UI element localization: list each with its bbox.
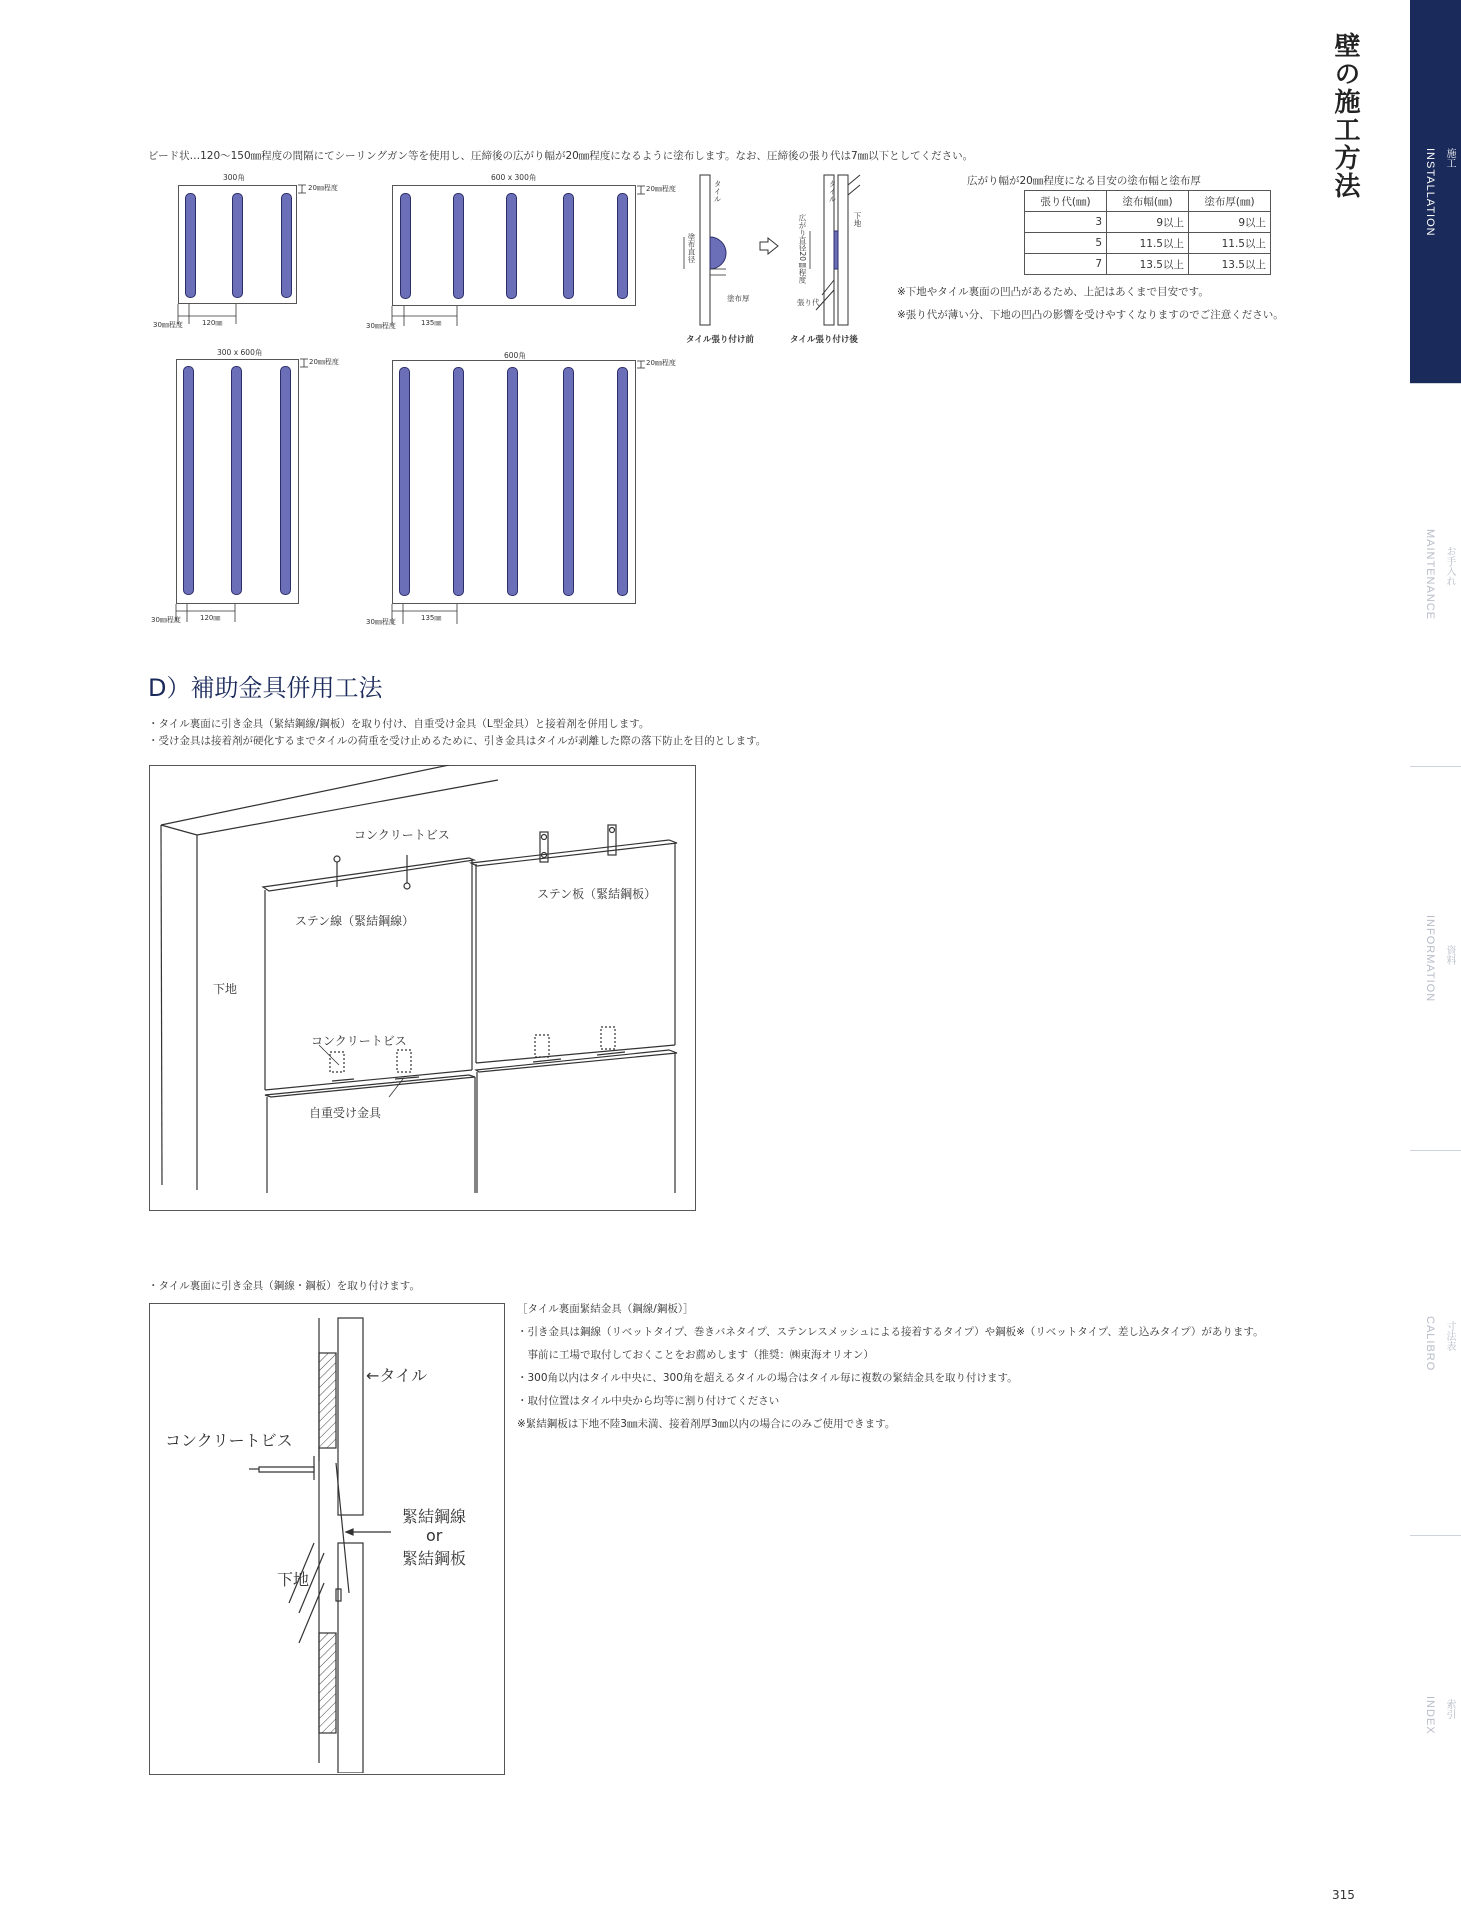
table-header-row [1025,191,1271,212]
d300x600-left: 30㎜程度 [151,616,181,624]
d300-top: 20㎜程度 [308,184,338,192]
d300-left: 30㎜程度 [153,321,183,329]
section-e-bullet: ・タイル裏面に引き金具（鋼線・鋼板）を取り付けます。 [148,1280,420,1292]
nav-label: CALIBRO [1424,1316,1436,1372]
note-2: ※張り代が薄い分、下地の凹凸の影響を受けやすくなりますのでご注意ください。 [897,309,1284,321]
nav-information[interactable] [1410,766,1461,1151]
cross-section-diagram [670,170,870,330]
label-after: タイル張り付け後 [790,335,858,345]
table-row [1025,212,1271,233]
spec-caption: 広がり幅が20㎜程度になる目安の塗布幅と塗布厚 [967,175,1201,187]
d600x300-top: 20㎜程度 [646,185,676,193]
nav-sub: 索引 [1444,1699,1455,1719]
section-e-text-title: ［タイル裏面緊結金具（鋼線/鋼板）］ [517,1303,694,1315]
label-before: タイル張り付け前 [686,335,754,345]
bead-intro: ビード状…120～150㎜程度の間隔にてシーリングガン等を使用し、圧締後の広がり幅が20㎜程度になるように塗布します。なお、圧締後の張り代は7㎜以下としてください。 [148,150,974,162]
table-cell: 9以上 [1189,212,1271,233]
spec-table [1024,190,1271,275]
section-d-bullet-1: ・タイル裏面に引き金具（緊結鋼線/鋼板）を取り付け、自重受け金具（L型金具）と接着剤を併用します。 [148,718,650,730]
section-e-line-5: ※緊結鋼板は下地不陸3㎜未満、接着剤厚3㎜以内の場合にのみご使用できます。 [517,1418,896,1430]
table-cell: 5 [1025,233,1107,254]
nav-label: INSTALLATION [1424,148,1436,237]
section-e-line-4: ・取付位置はタイル中央から均等に割り付けてください [517,1395,780,1407]
table-cell: 9以上 [1107,212,1189,233]
section-e-line-1: ・引き金具は鋼線（リベットタイプ、巻きバネタイプ、ステンレスメッシュによる接着するタイプ）や鋼板※（リベットタイプ、差し込みタイプ）があります。 [517,1326,1264,1338]
fig-d-screw-top: コンクリートビス [354,828,450,842]
section-e-line-2: 事前に工場で取付しておくことをお薦めします（推奨：㈱東海オリオン） [517,1349,874,1361]
figure-e-drawing [149,1303,503,1773]
nav-label: MAINTENANCE [1424,529,1436,621]
nav-index[interactable] [1410,1535,1461,1921]
fig-e-tile: ←タイル [366,1366,428,1385]
nav-label: INDEX [1424,1696,1436,1735]
fig-e-wire2: 緊結鋼板 [402,1549,467,1568]
table-cell: 13.5以上 [1107,254,1189,275]
fig-d-screw-bottom: コンクリートビス [311,1034,407,1048]
label-spread: 広がり直径20㎜程度 [798,214,807,284]
fig-d-plate: ステン板（緊結鋼板） [537,887,657,901]
table-row [1025,254,1271,275]
nav-maintenance[interactable] [1410,383,1461,767]
nav-sub: 資料 [1444,945,1455,965]
label-tile-after: タイル [828,180,837,203]
fig-e-screw: コンクリートビス [165,1431,293,1450]
table-cell: 11.5以上 [1107,233,1189,254]
fig-d-base: 下地 [213,982,238,996]
label-coat-thick: 塗布厚 [727,294,750,303]
fig-e-base: 下地 [277,1570,310,1589]
d300x600-top: 20㎜程度 [309,358,339,366]
label-tile-before: タイル [713,180,722,203]
nav-sub: お手入れ [1444,546,1455,586]
d600-title: 600角 [504,351,526,360]
d600-top: 20㎜程度 [646,359,676,367]
d300x600-title: 300 x 600角 [217,348,263,357]
label-coat-dia: 塗布直径 [687,233,696,263]
page-title: 壁の施工方法 [1330,32,1360,200]
d600x300-title: 600 x 300角 [491,173,537,182]
table-cell: 7 [1025,254,1107,275]
nav-installation[interactable] [1410,0,1461,383]
nav-sub: 寸法表 [1444,1321,1455,1351]
table-cell: 11.5以上 [1189,233,1271,254]
table-header: 張り代(㎜) [1025,191,1107,212]
nav-sub: 施工 [1444,148,1455,168]
d600-gap: 135㎜ [421,614,442,622]
table-cell: 13.5以上 [1189,254,1271,275]
fig-d-wire: ステン線（緊結鋼線） [295,914,415,928]
nav-label: INFORMATION [1424,915,1436,1003]
section-d-bullet-2: ・受け金具は接着剤が硬化するまでタイルの荷重を受け止めるために、引き金具はタイルが剥離した際の落下防止を目的とします。 [148,735,767,747]
d600x300-left: 30㎜程度 [366,322,396,330]
section-e-line-3: ・300角以内はタイル中央に、300角を超えるタイルの場合はタイル毎に複数の緊結金具を取り付けます。 [517,1372,1018,1384]
table-header: 塗布厚(㎜) [1189,191,1271,212]
d300x600-gap: 120㎜ [200,614,221,622]
page-number: 315 [1332,1888,1355,1902]
section-d-title: D）補助金具併用工法 [148,674,383,702]
label-margin: 張り代 [797,298,820,307]
table-cell: 3 [1025,212,1107,233]
fig-d-bracket: 自重受け金具 [309,1106,382,1120]
d600x300-gap: 135㎜ [421,319,442,327]
label-base-after: 下地 [853,212,862,227]
table-header: 塗布幅(㎜) [1107,191,1189,212]
nav-calibro[interactable] [1410,1150,1461,1536]
d600-left: 30㎜程度 [366,618,396,626]
d300-title: 300角 [223,173,245,182]
table-row [1025,233,1271,254]
fig-e-wire1: 緊結鋼線 [402,1507,467,1526]
fig-e-or: or [426,1526,443,1545]
note-1: ※下地やタイル裏面の凹凸があるため、上記はあくまで目安です。 [897,286,1209,298]
d300-gap: 120㎜ [202,319,223,327]
